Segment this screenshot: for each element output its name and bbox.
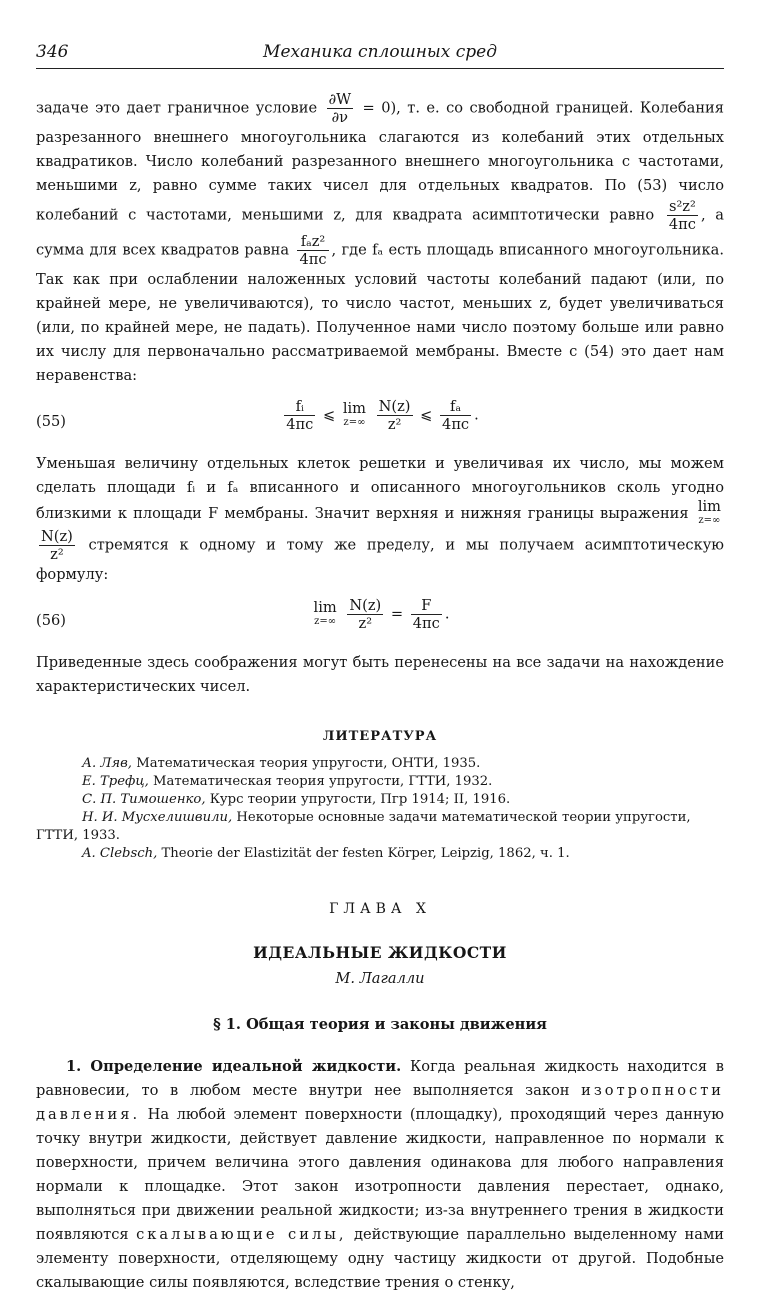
chapter-label: ГЛАВА X [329, 901, 431, 917]
fraction-numerator: fᵢ [284, 398, 315, 416]
fraction-denominator: z² [358, 615, 373, 632]
paragraph-membrane [36, 91, 724, 388]
lim-text: lim [342, 399, 367, 417]
period: . [444, 605, 450, 623]
fraction-faz2 [297, 233, 328, 268]
lim-text: lim [697, 498, 721, 515]
ref-author: А. Ляв, [82, 756, 132, 771]
literature-item [36, 809, 724, 845]
ref-text: Theorie der Elastizität der festen Körper, Leipzig, 1862, ч. 1. [161, 846, 570, 861]
ref-author: С. П. Тимошенко, [82, 792, 206, 807]
le-sign: ⩽ [420, 406, 433, 424]
text-segment: задаче это дает граничное условие [36, 99, 318, 117]
paragraph-conclusion: Приведенные здесь соображения могут быть перенесены на все задачи на нахождение характеристических чисел. [36, 654, 724, 695]
fraction-denominator: 4πc [299, 251, 327, 268]
chapter-author: М. Лагалли [335, 970, 425, 987]
text-segment: Когда реальная жидкость находится в равновесии, то в любом месте внутри нее выполняется закон [36, 1058, 725, 1099]
equation-label: (56) [36, 612, 66, 629]
text-segment: , а сумма для всех квадратов равна [36, 206, 724, 259]
le-sign: ⩽ [322, 406, 336, 424]
fraction-dw-dnu [327, 91, 354, 126]
lim-subscript: z=∞ [343, 416, 366, 428]
ref-text: Некоторые основные задачи математической теории упругости, ГТТИ, 1933. [36, 810, 691, 843]
literature-item [36, 755, 724, 773]
literature-item [36, 791, 724, 809]
fraction-denominator: ∂ν [331, 109, 349, 126]
ref-author: Е. Трефц, [82, 774, 149, 789]
fraction-denominator: 4πc [286, 416, 314, 433]
literature-title: ЛИТЕРАТУРА [322, 729, 438, 744]
fraction-denominator: 4πc [442, 416, 470, 433]
paragraph-heading: 1. Определение идеальной жидкости. [66, 1058, 402, 1075]
equation-expression [36, 398, 724, 433]
equation-56 [36, 597, 724, 643]
ref-text: Математическая теория упругости, ГТТИ, 1932. [152, 774, 493, 789]
ref-text: Курс теории упругости, Пгр 1914; II, 1916. [209, 792, 511, 807]
section-heading: § 1. Общая теория и законы движения [213, 1016, 547, 1033]
literature-item [36, 845, 724, 863]
fraction-nz [39, 528, 75, 563]
equation-expression [36, 597, 724, 632]
lim-text: lim [313, 598, 337, 616]
equation-55 [36, 398, 724, 444]
ref-author: Н. И. Мусхелишвили, [82, 810, 233, 825]
fraction-numerator: s²z² [667, 198, 698, 216]
text-segment: стремятся к одному и тому же пределу, и мы получаем асимптотическую формулу: [36, 536, 724, 583]
page-number: 346 [36, 42, 69, 62]
chapter-title: ИДЕАЛЬНЫЕ ЖИДКОСТИ [253, 943, 507, 962]
ref-text: Математическая теория упругости, ОНТИ, 1935. [136, 756, 481, 771]
text-segment: На любой элемент поверхности (площадку), проходящий через данную точку внутри жидкости, действует давление жидкости, направленное по нормали к поверхности, причем величина этого давления одинакова для любого направления нормали к площадке. Этот закон изотропности давления перестает, однако, выполняться при движении реальной жидкости; из-за внутреннего трения в жидкости появляются [36, 1106, 725, 1243]
fraction-numerator: F [411, 597, 442, 615]
fraction-fi [284, 398, 315, 433]
page-header [36, 38, 724, 69]
fraction-f [411, 597, 442, 632]
paragraph-limit [36, 452, 724, 587]
fraction-numerator: fₐz² [297, 233, 328, 251]
fraction-s2z2 [667, 198, 698, 233]
limit-operator [313, 598, 337, 629]
fraction-fa [440, 398, 471, 433]
literature-list [36, 755, 724, 863]
fraction-denominator: z² [50, 546, 64, 563]
lim-subscript: z=∞ [314, 615, 337, 627]
literature-item [36, 773, 724, 791]
page-body [36, 91, 724, 1295]
fraction-nz [347, 597, 383, 632]
fraction-denominator: 4πc [412, 615, 440, 632]
text-segment: действующие параллельно выделенному нами элементу поверхности, отделяющему одну частицу жидкости от другой. Подобные скалывающие силы появляются, вследствие трения о стенку, [36, 1226, 725, 1291]
spaced-term: скалывающие силы, [136, 1226, 347, 1243]
spaced-term: изотропности давления. [36, 1082, 724, 1123]
lim-subscript: z=∞ [698, 515, 721, 526]
limit-operator [342, 399, 367, 430]
fraction-numerator: N(z) [378, 398, 411, 415]
fraction-numerator: fₐ [440, 398, 471, 416]
text-segment: , где fₐ есть площадь вписанного многоугольника. Так как при ослаблении наложенных условий частоты колебаний падают (или, по крайней мере, не увеличиваются), то число частот, меньших z, будет увеличиваться (или, по крайней мере, не падать). Полученное нами число поэтому больше или равно их числу для первоначально рассматриваемой мембраны. Вместе с (54) это дает нам неравенства: [36, 241, 724, 384]
paragraph-ideal-fluid [36, 1055, 724, 1295]
fraction-nz [377, 398, 413, 433]
period: . [474, 406, 479, 424]
text-segment: = 0), т. е. со свободной границей. Колебания разрезанного внешнего многоугольника слагаются из колебаний этих отдельных квадратиков. Число колебаний разрезанного внешнего многоугольника с частотами, меньшими z, равно сумме таких чисел для отдельных квадратов. По (53) число колебаний с частотами, меньшими z, для квадрата асимптотически равно [36, 99, 724, 224]
text-segment: Уменьшая величину отдельных клеток решетки и увеличивая их число, мы можем сделать площади fᵢ и fₐ вписанного и описанного многоугольников сколь угодно близкими к площади F мембраны. Значит верхняя и нижняя границы выражения [36, 455, 724, 522]
fraction-denominator: z² [387, 416, 402, 433]
fraction-numerator: ∂W [328, 91, 352, 108]
fraction-numerator: N(z) [41, 528, 73, 545]
ref-author: A. Clebsch, [82, 846, 158, 861]
fraction-numerator: N(z) [349, 597, 382, 614]
running-title: Механика сплошных сред [263, 42, 497, 62]
equals-sign: = [390, 605, 404, 623]
book-page [36, 38, 724, 1295]
limit-operator [698, 500, 721, 528]
equation-label: (55) [36, 413, 66, 430]
fraction-denominator: 4πc [668, 216, 696, 233]
